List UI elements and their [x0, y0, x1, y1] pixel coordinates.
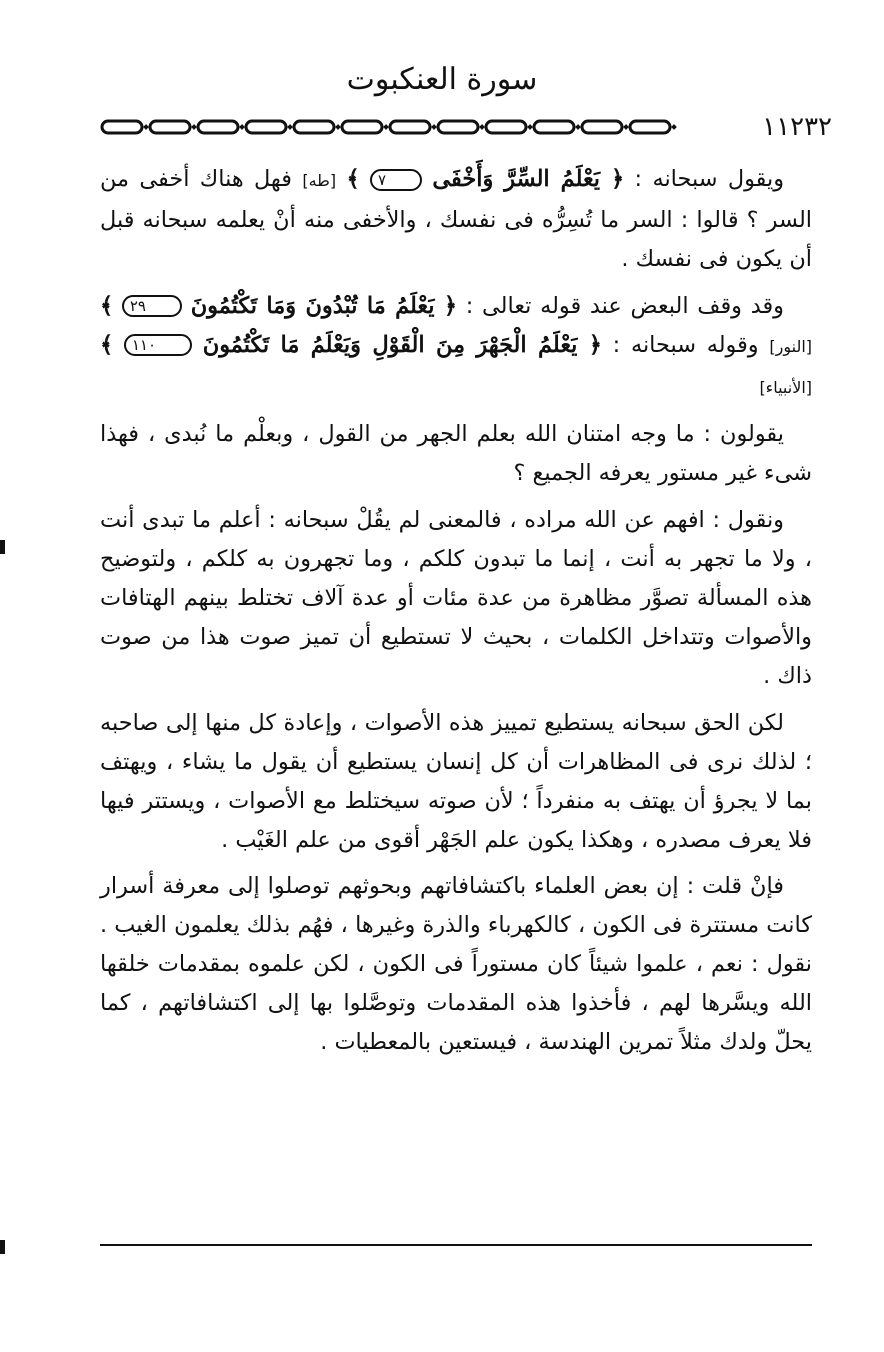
page-body — [100, 160, 812, 1070]
paragraph-2-intro: وقد وقف البعض عند قوله تعالى : — [465, 292, 784, 319]
paragraph-3: يقولون : ما وجه امتنان الله بعلم الجهر من القول ، وبعلْم ما نُبدى ، فهذا شىء غير مستور يعرفه الجميع ؟ — [100, 421, 812, 487]
quran-verse-taha: ﴿ يَعْلَمُ السِّرَّ وَأَخْفَى — [432, 166, 625, 192]
page-number: ١١٢٣٢ — [762, 112, 832, 142]
paragraph-6: فإنْ قلت : إن بعض العلماء باكتشافاتهم وبحوثهم توصلوا إلى معرفة أسرار كانت مستترة فى الكون ، كالكهرباء والذرة وغيرها ، فهُم بذلك يعلمون الغيب . نقول : نعم ، علموا شيئاً كان مستوراً فى الكون ، لكن علموه بمقدمات خلقها الله ويسَّرها لهم ، فأخذوا هذه المقدمات وتوصَّلوا بها إلى اكتشافاتهم ، كما يحلّ ولدك مثلاً تمرين الهندسة ، فيستعين بالمعطيات . — [100, 873, 812, 1056]
quran-verse-nur: ﴿ يَعْلَمُ مَا تُبْدُونَ وَمَا تَكْتُمُونَ — [190, 292, 457, 319]
paragraph-5: لكن الحق سبحانه يستطيع تمييز هذه الأصوات ، وإعادة كل منها إلى صاحبه ؛ لذلك نرى فى المظاهرات أن كل إنسان يستطيع أن يقول ما يشاء ، ويهتف بما لا يجرؤ أن يهتف به منفرداً ؛ لأن صوته سيختلط مع الأصوات ، ويستتر فيها فلا يعرف مصدره ، وهكذا يكون علم الجَهْر أقوى من علم الغَيْب . — [100, 709, 812, 853]
verse-close-bracket: ﴾ — [100, 292, 114, 319]
ayah-number-badge: ١١٠ — [124, 334, 192, 356]
scan-edge-mark — [0, 540, 5, 554]
paragraph-2 — [100, 287, 812, 408]
paragraph-1 — [100, 160, 812, 279]
surah-title: سورة العنكبوت — [346, 62, 538, 97]
paragraph-4: ونقول : افهم عن الله مراده ، فالمعنى لم يقُلْ سبحانه : أعلم ما تبدى أنت ، ولا ما تجهر به أنت ، إنما ما تبدون كلكم ، وما تجهرون به كلكم ، ولتوضيح هذه المسألة تصوَّر مظاهرة من عدة مئات أو عدة آلاف تختلط بينهم الهتافات والأصوات وتتداخل الكلمات ، بحيث لا تستطيع أن تميز صوت هذا من صوت ذاك . — [100, 507, 812, 689]
header-ornament-band — [100, 112, 832, 142]
surah-reference: [النور] — [769, 336, 812, 356]
surah-reference: [الأنبياء] — [759, 377, 812, 397]
paragraph-2-mid: وقوله سبحانه : — [612, 331, 759, 358]
scan-edge-mark — [0, 1240, 5, 1254]
ayah-number-badge: ٢٩ — [122, 295, 182, 317]
paragraph-1-body: فهل هناك أخفى من السر ؟ قالوا : السر ما تُسِرُّه فى نفسك ، والأخفى منه أنْ يعلمه سبحانه قبل أن يكون فى نفسك . — [100, 166, 812, 272]
paragraph-1-intro: ويقول سبحانه : — [634, 166, 785, 192]
chain-ornament-icon — [100, 118, 720, 136]
surah-reference: [طه] — [302, 171, 337, 190]
verse-close-bracket: ﴾ — [346, 166, 360, 192]
verse-close-bracket: ﴾ — [100, 331, 114, 358]
ayah-number-badge: ٧ — [370, 169, 422, 191]
quran-verse-anbiya: ﴿ يَعْلَمُ الْجَهْرَ مِنَ الْقَوْلِ وَيَعْلَمُ مَا تَكْتُمُونَ — [202, 331, 602, 358]
footer-divider — [100, 1244, 812, 1246]
